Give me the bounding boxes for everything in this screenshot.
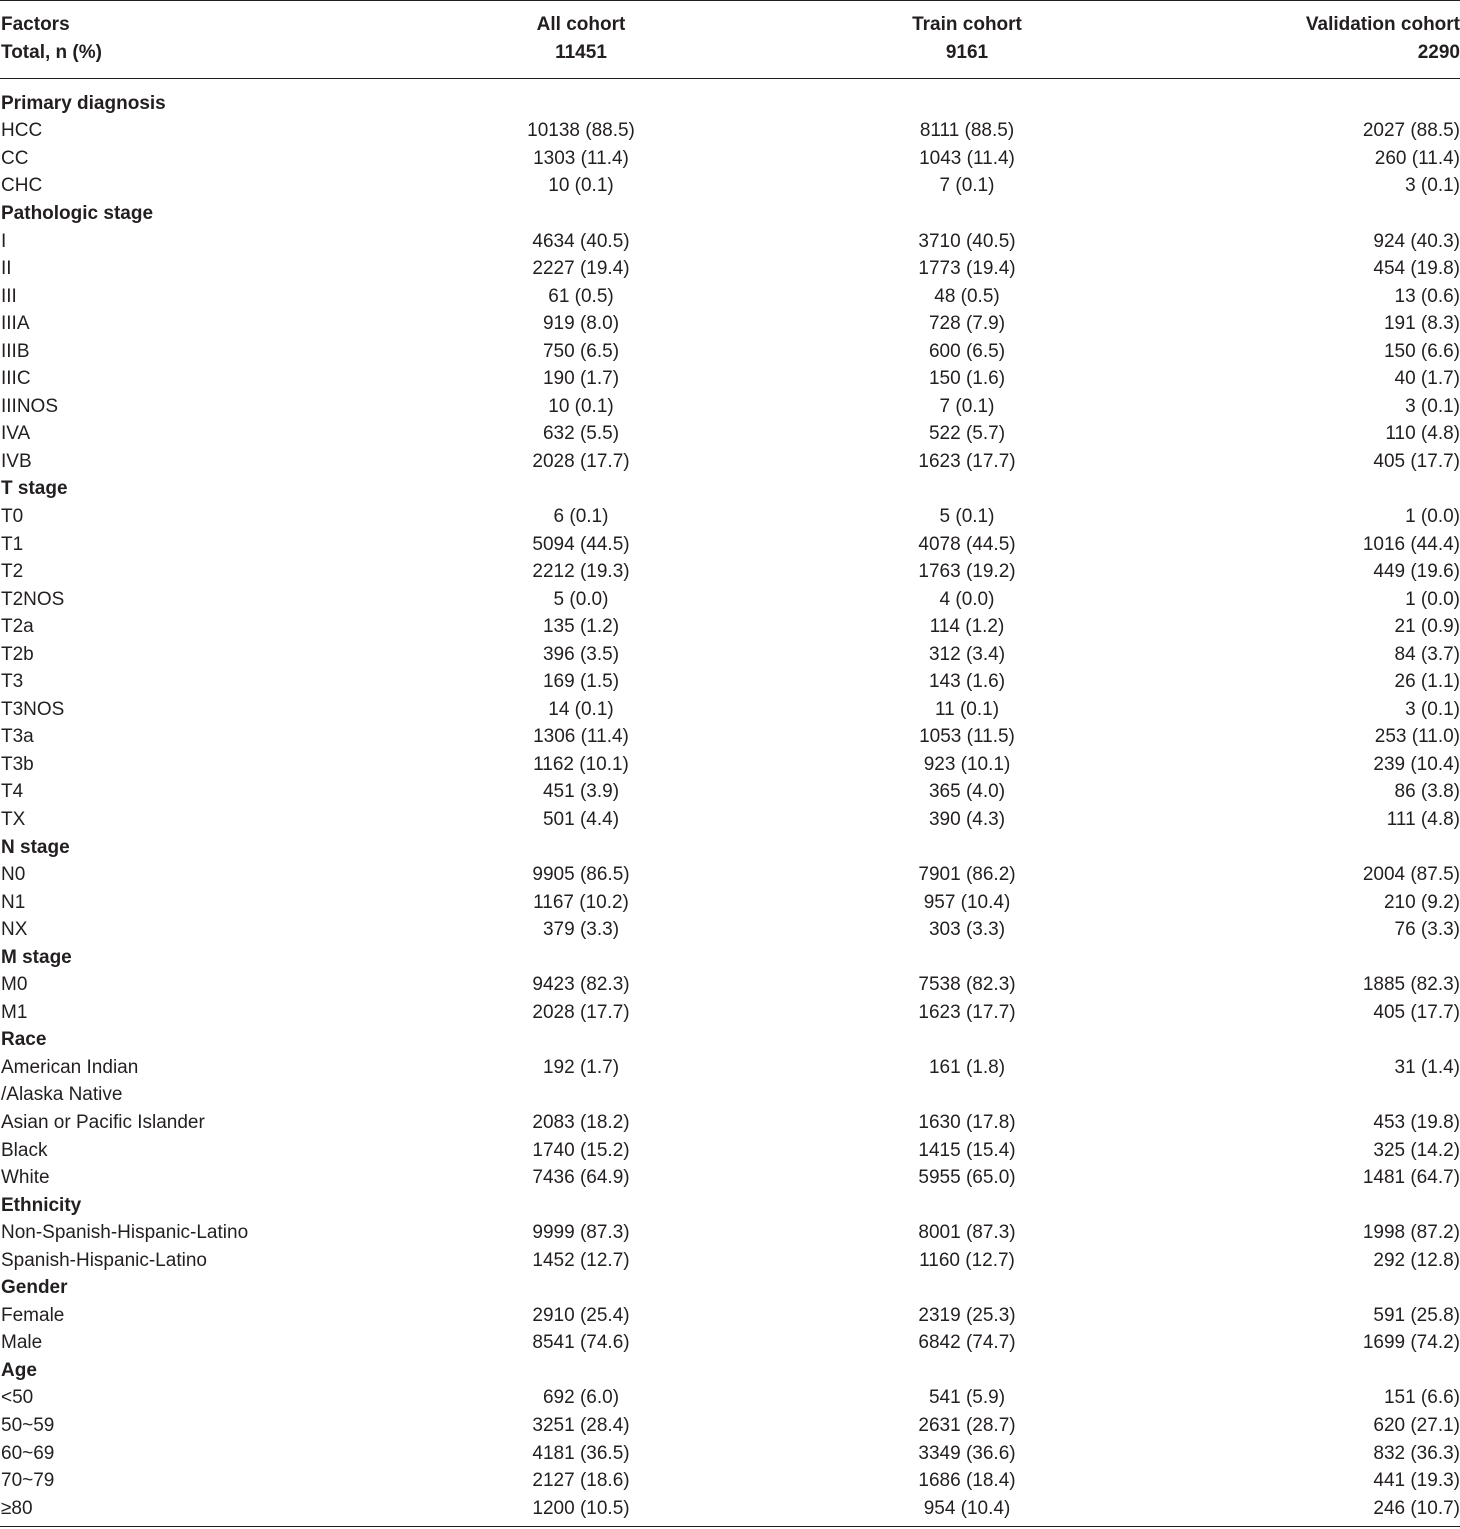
validation-cohort-cell: 86 (3.8) — [1394, 781, 1460, 803]
factor-label: TX — [1, 808, 26, 830]
validation-cohort-cell: 40 (1.7) — [1394, 368, 1460, 390]
train-cohort-cell: 2631 (28.7) — [918, 1415, 1016, 1437]
validation-cohort-cell: 405 (17.7) — [1373, 450, 1460, 472]
factor-label: IVA — [1, 423, 31, 445]
validation-cohort-cell: 150 (6.6) — [1383, 340, 1460, 362]
all-cohort-cell: 2127 (18.6) — [532, 1470, 630, 1492]
all-cohort-cell: 692 (6.0) — [542, 1387, 620, 1409]
validation-cohort-cell: 151 (6.6) — [1383, 1387, 1460, 1409]
table-body — [0, 90, 1460, 1522]
train-cohort-cell: 11 (0.1) — [934, 698, 1000, 720]
table-row — [0, 696, 1460, 724]
train-cohort-cell: 7 (0.1) — [939, 395, 995, 417]
header-row-2 — [0, 39, 1460, 67]
table-row — [0, 421, 1460, 449]
factor-label: NX — [1, 919, 28, 941]
all-cohort-cell: 396 (3.5) — [542, 643, 620, 665]
validation-cohort-cell: 3 (0.1) — [1405, 395, 1460, 417]
validation-cohort-cell: 253 (11.0) — [1374, 726, 1460, 748]
all-cohort-cell: 632 (5.5) — [542, 423, 620, 445]
table-row — [0, 1137, 1460, 1165]
train-cohort-cell: 1623 (17.7) — [918, 450, 1016, 472]
validation-cohort-cell: 591 (25.8) — [1373, 1304, 1460, 1326]
factor-label: T2NOS — [1, 588, 65, 610]
header-total-all: 11451 — [555, 42, 607, 63]
header-train-cohort: Train cohort — [912, 14, 1022, 35]
section-label: Gender — [1, 1277, 68, 1299]
factor-label: White — [1, 1167, 50, 1189]
table-row — [0, 972, 1460, 1000]
table-row — [0, 1440, 1460, 1468]
train-cohort-cell: 143 (1.6) — [928, 671, 1006, 693]
factor-label: IIINOS — [1, 395, 59, 417]
validation-cohort-cell: 111 (4.8) — [1386, 808, 1460, 830]
factor-label: T1 — [1, 533, 24, 555]
all-cohort-cell: 5 (0.0) — [553, 588, 609, 610]
train-cohort-cell: 3710 (40.5) — [918, 230, 1016, 252]
table-row — [0, 751, 1460, 779]
validation-cohort-cell: 1016 (44.4) — [1362, 533, 1460, 555]
all-cohort-cell: 1306 (11.4) — [533, 726, 629, 748]
section-header-row — [0, 476, 1460, 504]
factor-label: M1 — [1, 1001, 28, 1023]
validation-cohort-cell: 3 (0.1) — [1405, 698, 1460, 720]
factor-label: N1 — [1, 891, 26, 913]
all-cohort-cell: 10 (0.1) — [548, 395, 614, 417]
validation-cohort-cell: 239 (10.4) — [1373, 753, 1460, 775]
table-row — [0, 806, 1460, 834]
factor-label: IIIC — [1, 368, 31, 390]
section-label: T stage — [1, 478, 68, 500]
all-cohort-cell: 9905 (86.5) — [532, 864, 630, 886]
factor-label: T2a — [1, 616, 34, 638]
all-cohort-cell: 10138 (88.5) — [527, 120, 635, 142]
all-cohort-cell: 14 (0.1) — [548, 698, 614, 720]
section-header-row — [0, 1027, 1460, 1055]
table-row — [0, 641, 1460, 669]
train-cohort-cell: 3349 (36.6) — [918, 1442, 1016, 1464]
factor-label: ≥80 — [1, 1497, 33, 1519]
table-header — [0, 11, 1460, 67]
factor-label: T2b — [1, 643, 34, 665]
section-header-row — [0, 1357, 1460, 1385]
validation-cohort-cell: 453 (19.8) — [1373, 1112, 1460, 1133]
table-row — [0, 889, 1460, 917]
section-label: Race — [1, 1029, 47, 1051]
header-total: Total, n (%) — [1, 42, 102, 63]
train-cohort-cell: 4 (0.0) — [939, 588, 995, 610]
all-cohort-cell: 8541 (74.6) — [532, 1332, 630, 1354]
all-cohort-cell: 61 (0.5) — [548, 285, 614, 307]
train-cohort-cell: 365 (4.0) — [928, 781, 1006, 803]
all-cohort-cell: 6 (0.1) — [553, 505, 609, 527]
factor-label: IIIA — [1, 313, 30, 335]
header-total-validation: 2290 — [1417, 42, 1460, 63]
validation-cohort-cell: 1699 (74.2) — [1362, 1332, 1460, 1354]
table-row — [0, 338, 1460, 366]
train-cohort-cell: 1763 (19.2) — [918, 561, 1016, 583]
validation-cohort-cell: 26 (1.1) — [1394, 671, 1460, 693]
validation-cohort-cell: 1481 (64.7) — [1362, 1167, 1460, 1189]
header-rule — [0, 78, 1460, 79]
section-header-row — [0, 1275, 1460, 1303]
validation-cohort-cell: 441 (19.3) — [1373, 1470, 1460, 1492]
validation-cohort-cell: 260 (11.4) — [1374, 147, 1460, 169]
all-cohort-cell: 1452 (12.7) — [532, 1249, 630, 1271]
train-cohort-cell: 4078 (44.5) — [918, 533, 1016, 555]
all-cohort-cell: 9999 (87.3) — [532, 1222, 630, 1244]
train-cohort-cell: 8001 (87.3) — [918, 1222, 1016, 1244]
all-cohort-cell: 4181 (36.5) — [532, 1442, 630, 1464]
table-row — [0, 1082, 1460, 1110]
train-cohort-cell: 1623 (17.7) — [918, 1001, 1016, 1023]
section-header-row — [0, 944, 1460, 972]
validation-cohort-cell: 832 (36.3) — [1373, 1442, 1460, 1464]
section-label: Age — [1, 1359, 37, 1381]
validation-cohort-cell: 405 (17.7) — [1373, 1001, 1460, 1023]
all-cohort-cell: 750 (6.5) — [542, 340, 620, 362]
section-label: Ethnicity — [1, 1194, 82, 1216]
validation-cohort-cell: 110 (4.8) — [1385, 423, 1460, 445]
train-cohort-cell: 8111 (88.5) — [919, 120, 1015, 142]
factor-label: T2 — [1, 561, 24, 583]
all-cohort-cell: 1303 (11.4) — [533, 147, 629, 169]
section-header-row — [0, 90, 1460, 118]
table-row — [0, 448, 1460, 476]
factor-label: 50~59 — [1, 1415, 55, 1437]
section-header-row — [0, 1192, 1460, 1220]
header-validation-cohort: Validation cohort — [1305, 14, 1460, 35]
table-row — [0, 586, 1460, 614]
validation-cohort-cell: 1885 (82.3) — [1362, 974, 1460, 996]
factor-label: /Alaska Native — [1, 1084, 123, 1106]
section-label: Primary diagnosis — [1, 92, 166, 114]
all-cohort-cell: 7436 (64.9) — [532, 1167, 630, 1189]
table-row — [0, 613, 1460, 641]
all-cohort-cell: 10 (0.1) — [548, 175, 614, 197]
table-row — [0, 255, 1460, 283]
factor-label: Spanish-Hispanic-Latino — [1, 1249, 207, 1271]
train-cohort-cell: 1630 (17.8) — [918, 1112, 1016, 1133]
table-row — [0, 558, 1460, 586]
train-cohort-cell: 728 (7.9) — [928, 313, 1006, 335]
all-cohort-cell: 2028 (17.7) — [532, 1001, 630, 1023]
table-row — [0, 1330, 1460, 1358]
train-cohort-cell: 954 (10.4) — [923, 1497, 1011, 1519]
header-factors: Factors — [1, 14, 70, 35]
all-cohort-cell: 1200 (10.5) — [532, 1497, 630, 1519]
all-cohort-cell: 2028 (17.7) — [532, 450, 630, 472]
table-row — [0, 861, 1460, 889]
factor-label: Male — [1, 1332, 43, 1354]
factor-label: 70~79 — [1, 1470, 55, 1492]
factor-label: CC — [1, 147, 29, 169]
table-row — [0, 724, 1460, 752]
all-cohort-cell: 169 (1.5) — [542, 671, 620, 693]
table-row — [0, 145, 1460, 173]
factor-label: Female — [1, 1304, 65, 1326]
table-row — [0, 1302, 1460, 1330]
factor-label: T3NOS — [1, 698, 65, 720]
train-cohort-cell: 1773 (19.4) — [918, 258, 1016, 280]
table-row — [0, 393, 1460, 421]
train-cohort-cell: 5955 (65.0) — [918, 1167, 1016, 1189]
validation-cohort-cell: 292 (12.8) — [1373, 1249, 1460, 1271]
table-row — [0, 1467, 1460, 1495]
table-row — [0, 1412, 1460, 1440]
validation-cohort-cell: 13 (0.6) — [1394, 285, 1460, 307]
all-cohort-cell: 2910 (25.4) — [532, 1304, 630, 1326]
table-row — [0, 531, 1460, 559]
factor-label: <50 — [1, 1387, 34, 1409]
validation-cohort-cell: 31 (1.4) — [1394, 1056, 1460, 1078]
factor-label: Black — [1, 1139, 48, 1161]
all-cohort-cell: 2227 (19.4) — [532, 258, 630, 280]
train-cohort-cell: 541 (5.9) — [928, 1387, 1006, 1409]
table-row — [0, 1054, 1460, 1082]
validation-cohort-cell: 2027 (88.5) — [1362, 120, 1460, 142]
all-cohort-cell: 1162 (10.1) — [533, 753, 629, 775]
train-cohort-cell: 312 (3.4) — [928, 643, 1006, 665]
table-row — [0, 1109, 1460, 1137]
train-cohort-cell: 150 (1.6) — [928, 368, 1006, 390]
validation-cohort-cell: 620 (27.1) — [1373, 1415, 1460, 1437]
train-cohort-cell: 1415 (15.4) — [918, 1139, 1016, 1161]
factor-label: CHC — [1, 175, 43, 197]
all-cohort-cell: 9423 (82.3) — [532, 974, 630, 996]
factor-label: HCC — [1, 120, 43, 142]
factor-label: T0 — [1, 505, 24, 527]
factor-label: T3a — [1, 726, 34, 748]
header-row-1 — [0, 11, 1460, 39]
all-cohort-cell: 3251 (28.4) — [532, 1415, 630, 1437]
validation-cohort-cell: 2004 (87.5) — [1362, 864, 1460, 886]
table-row — [0, 283, 1460, 311]
section-label: Pathologic stage — [1, 202, 154, 224]
table-row — [0, 999, 1460, 1027]
validation-cohort-cell: 1998 (87.2) — [1362, 1222, 1460, 1244]
validation-cohort-cell: 325 (14.2) — [1373, 1139, 1460, 1161]
train-cohort-cell: 5 (0.1) — [939, 505, 995, 527]
all-cohort-cell: 2212 (19.3) — [532, 561, 630, 583]
section-header-row — [0, 200, 1460, 228]
factor-label: N0 — [1, 864, 26, 886]
factor-label: T3 — [1, 671, 24, 693]
all-cohort-cell: 190 (1.7) — [542, 368, 620, 390]
train-cohort-cell: 923 (10.1) — [923, 753, 1011, 775]
factor-label: IVB — [1, 450, 32, 472]
train-cohort-cell: 2319 (25.3) — [918, 1304, 1016, 1326]
table-row — [0, 1385, 1460, 1413]
table-row — [0, 668, 1460, 696]
train-cohort-cell: 390 (4.3) — [928, 808, 1006, 830]
validation-cohort-cell: 76 (3.3) — [1394, 919, 1460, 941]
table-row — [0, 1495, 1460, 1523]
factor-label: American Indian — [1, 1056, 139, 1078]
header-all-cohort: All cohort — [536, 14, 626, 35]
factor-label: M0 — [1, 974, 28, 996]
header-total-train: 9161 — [945, 42, 989, 63]
factor-label: Asian or Pacific Islander — [1, 1112, 205, 1133]
bottom-rule — [0, 1526, 1460, 1527]
section-label: M stage — [1, 946, 72, 968]
validation-cohort-cell: 1 (0.0) — [1405, 505, 1460, 527]
factor-label: Non-Spanish-Hispanic-Latino — [1, 1222, 249, 1244]
validation-cohort-cell: 449 (19.6) — [1373, 561, 1460, 583]
table-row — [0, 118, 1460, 146]
factor-label: II — [1, 258, 12, 280]
validation-cohort-cell: 191 (8.3) — [1383, 313, 1460, 335]
train-cohort-cell: 1160 (12.7) — [919, 1249, 1015, 1271]
table-row — [0, 310, 1460, 338]
validation-cohort-cell: 924 (40.3) — [1373, 230, 1460, 252]
table-row — [0, 503, 1460, 531]
validation-cohort-cell: 1 (0.0) — [1405, 588, 1460, 610]
validation-cohort-cell: 84 (3.7) — [1394, 643, 1460, 665]
train-cohort-cell: 7538 (82.3) — [918, 974, 1016, 996]
train-cohort-cell: 600 (6.5) — [928, 340, 1006, 362]
all-cohort-cell: 919 (8.0) — [542, 313, 620, 335]
all-cohort-cell: 192 (1.7) — [542, 1056, 620, 1078]
all-cohort-cell: 1167 (10.2) — [533, 891, 629, 913]
train-cohort-cell: 6842 (74.7) — [918, 1332, 1016, 1354]
train-cohort-cell: 1686 (18.4) — [918, 1470, 1016, 1492]
table-row — [0, 1219, 1460, 1247]
train-cohort-cell: 303 (3.3) — [928, 919, 1006, 941]
train-cohort-cell: 522 (5.7) — [928, 423, 1006, 445]
factor-label: III — [1, 285, 17, 307]
table-row — [0, 365, 1460, 393]
validation-cohort-cell: 21 (0.9) — [1394, 616, 1460, 638]
section-header-row — [0, 834, 1460, 862]
train-cohort-cell: 957 (10.4) — [923, 891, 1011, 913]
table-row — [0, 173, 1460, 201]
table-row — [0, 916, 1460, 944]
train-cohort-cell: 7 (0.1) — [939, 175, 995, 197]
all-cohort-cell: 4634 (40.5) — [532, 230, 630, 252]
train-cohort-cell: 7901 (86.2) — [918, 864, 1016, 886]
top-rule — [0, 0, 1460, 1]
all-cohort-cell: 501 (4.4) — [542, 808, 620, 830]
all-cohort-cell: 135 (1.2) — [542, 616, 620, 638]
table-row — [0, 1247, 1460, 1275]
table-row — [0, 1164, 1460, 1192]
train-cohort-cell: 114 (1.2) — [929, 616, 1005, 638]
validation-cohort-cell: 210 (9.2) — [1383, 891, 1460, 913]
validation-cohort-cell: 246 (10.7) — [1373, 1497, 1460, 1519]
validation-cohort-cell: 3 (0.1) — [1405, 175, 1460, 197]
factor-label: 60~69 — [1, 1442, 55, 1464]
train-cohort-cell: 48 (0.5) — [934, 285, 1000, 307]
factor-label: T4 — [1, 781, 24, 803]
all-cohort-cell: 1740 (15.2) — [532, 1139, 630, 1161]
train-cohort-cell: 161 (1.8) — [928, 1056, 1006, 1078]
factor-label: IIIB — [1, 340, 30, 362]
all-cohort-cell: 379 (3.3) — [542, 919, 620, 941]
train-cohort-cell: 1043 (11.4) — [919, 147, 1015, 169]
validation-cohort-cell: 454 (19.8) — [1373, 258, 1460, 280]
train-cohort-cell: 1053 (11.5) — [919, 726, 1015, 748]
factor-label: T3b — [1, 753, 34, 775]
all-cohort-cell: 451 (3.9) — [542, 781, 620, 803]
factor-label: I — [1, 230, 7, 252]
all-cohort-cell: 2083 (18.2) — [532, 1112, 630, 1133]
all-cohort-cell: 5094 (44.5) — [532, 533, 630, 555]
section-label: N stage — [1, 836, 70, 858]
table-row — [0, 779, 1460, 807]
table-row — [0, 228, 1460, 256]
